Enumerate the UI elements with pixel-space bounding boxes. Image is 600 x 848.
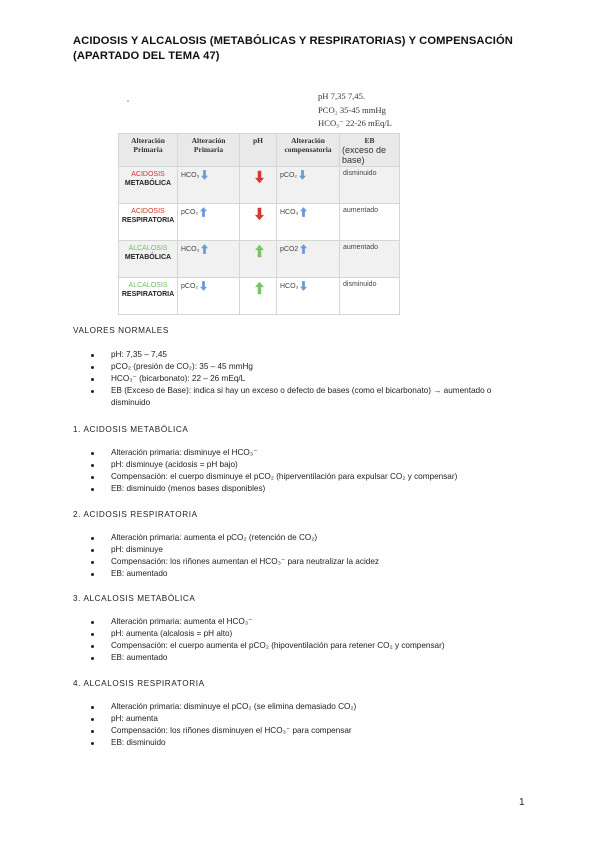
arrow-up-icon xyxy=(201,244,208,254)
row-primary-change xyxy=(178,241,240,278)
document-title xyxy=(73,34,543,64)
list-item: pH: disminuye (acidosis = pH bajo) xyxy=(73,459,513,471)
section-heading: 1. ACIDOSIS METABÓLICA xyxy=(73,425,189,434)
table-row xyxy=(119,204,400,241)
header-ph: pH xyxy=(240,134,277,167)
arrow-down-icon xyxy=(201,170,208,180)
table-body xyxy=(119,167,400,315)
arrow-up-icon xyxy=(300,244,307,254)
list-item: Alteración primaria: disminuye el HCO₃⁻ xyxy=(73,447,513,459)
condition-type: ALCALOSIS xyxy=(128,282,168,289)
primary-variable: HCO₃ xyxy=(181,245,200,253)
row-eb xyxy=(340,278,400,315)
row-ph xyxy=(240,167,277,204)
condition-kind: METABÓLICA xyxy=(124,254,172,261)
figure-speck xyxy=(127,100,129,102)
list-item: EB: aumentado xyxy=(73,568,513,580)
eb-value: disminuido xyxy=(343,170,377,177)
row-primary-change xyxy=(178,278,240,315)
row-condition xyxy=(119,241,178,278)
table-row xyxy=(119,241,400,278)
arrow-down-icon xyxy=(200,281,207,291)
row-ph xyxy=(240,278,277,315)
arrow-up-icon xyxy=(255,281,264,295)
row-condition xyxy=(119,278,178,315)
section-heading: 2. ACIDOSIS RESPIRATORIA xyxy=(73,510,198,519)
row-eb xyxy=(340,204,400,241)
list-item: pH: aumenta xyxy=(73,713,513,725)
section-list xyxy=(73,701,513,749)
header-alteracion-compensatoria: Alteración compensatoria xyxy=(277,134,340,167)
row-compensation xyxy=(277,204,340,241)
section-list xyxy=(73,349,513,409)
section-heading: VALORES NORMALES xyxy=(73,326,169,335)
list-item: Compensación: los riñones aumentan el HCO₃⁻ para neutralizar la acidez xyxy=(73,556,513,568)
row-primary-change xyxy=(178,167,240,204)
compensation-variable: HCO₃ xyxy=(280,208,299,216)
list-item: Compensación: los riñones disminuyen el HCO₃⁻ para compensar xyxy=(73,725,513,737)
primary-variable: pCO₂ xyxy=(181,208,199,216)
primary-variable: pCO₂ xyxy=(181,282,199,290)
figure-normal-hco3: HCO₃⁻ 22-26 mEq/L xyxy=(318,118,392,128)
page-number: 1 xyxy=(519,797,525,808)
arrow-down-icon xyxy=(255,207,264,221)
arrow-up-icon xyxy=(300,207,307,217)
row-ph xyxy=(240,241,277,278)
figure-normal-ph: pH 7,35 7,45. xyxy=(318,91,366,101)
list-item: pH: 7,35 – 7,45 xyxy=(73,349,513,361)
list-item: Alteración primaria: aumenta el HCO₃⁻ xyxy=(73,616,513,628)
arrow-up-icon xyxy=(255,244,264,258)
list-item: Compensación: el cuerpo disminuye el pCO₂ (hiperventilación para expulsar CO₂ y compensar) xyxy=(73,471,513,483)
figure-normal-pco2: PCO₂ 35-45 mmHg xyxy=(318,104,386,115)
list-item: EB: disminuido (menos bases disponibles) xyxy=(73,483,513,495)
row-ph xyxy=(240,204,277,241)
section-heading: 3. ALCALOSIS METABÓLICA xyxy=(73,594,196,603)
list-item: EB (Exceso de Base): indica si hay un exceso o defecto de bases (como el bicarbonato) → aumentado o disminuido xyxy=(73,385,513,409)
table-header-row xyxy=(119,134,400,167)
primary-variable: HCO₃ xyxy=(181,171,200,179)
eb-value: aumentado xyxy=(343,207,379,214)
list-item: Alteración primaria: aumenta el pCO₂ (retención de CO₂) xyxy=(73,532,513,544)
arrow-down-icon xyxy=(300,281,307,291)
table-row xyxy=(119,167,400,204)
list-item: Alteración primaria: disminuye el pCO₂ (se elimina demasiado CO₂) xyxy=(73,701,513,713)
title-line-2: (APARTADO DEL TEMA 47) xyxy=(73,50,220,62)
arrow-down-icon xyxy=(299,170,306,180)
section-list xyxy=(73,447,513,495)
section-list xyxy=(73,616,513,664)
section-list xyxy=(73,532,513,580)
row-condition xyxy=(119,167,178,204)
compensation-variable: pCO2 xyxy=(280,245,299,253)
row-compensation xyxy=(277,278,340,315)
header-alteracion-primaria-2: Alteración Primaria xyxy=(178,134,240,167)
condition-kind: RESPIRATORIA xyxy=(121,291,175,298)
list-item: pH: aumenta (alcalosis = pH alto) xyxy=(73,628,513,640)
eb-value: aumentado xyxy=(343,244,379,251)
list-item: EB: aumentado xyxy=(73,652,513,664)
row-condition xyxy=(119,204,178,241)
acid-base-table xyxy=(118,133,400,315)
list-item: EB: disminuido xyxy=(73,737,513,749)
condition-type: ACIDOSIS xyxy=(131,171,165,178)
condition-type: ACIDOSIS xyxy=(131,208,165,215)
list-item: pH: disminuye xyxy=(73,544,513,556)
row-eb xyxy=(340,241,400,278)
compensation-variable: pCO₂ xyxy=(280,171,298,179)
condition-kind: RESPIRATORIA xyxy=(121,217,175,224)
eb-value: disminuido xyxy=(343,281,377,288)
list-item: HCO₃⁻ (bicarbonato): 22 – 26 mEq/L xyxy=(73,373,513,385)
compensation-variable: HCO₃ xyxy=(280,282,299,290)
table-row xyxy=(119,278,400,315)
section-heading: 4. ALCALOSIS RESPIRATORIA xyxy=(73,679,205,688)
row-compensation xyxy=(277,241,340,278)
title-line-1: ACIDOSIS Y ALCALOSIS (METABÓLICAS Y RESPIRATORIAS) Y COMPENSACIÓN xyxy=(73,35,513,47)
row-primary-change xyxy=(178,204,240,241)
header-eb: EB (exceso de base) xyxy=(340,134,400,167)
row-eb xyxy=(340,167,400,204)
condition-kind: METABÓLICA xyxy=(124,180,172,187)
list-item: pCO₂ (presión de CO₂): 35 – 45 mmHg xyxy=(73,361,513,373)
list-item: Compensación: el cuerpo aumenta el pCO₂ (hipoventilación para retener CO₂ y compensar) xyxy=(73,640,513,652)
condition-type: ALCALOSIS xyxy=(128,245,168,252)
figure-normal-values xyxy=(318,90,392,131)
arrow-down-icon xyxy=(255,170,264,184)
arrow-up-icon xyxy=(200,207,207,217)
header-alteracion-primaria: Alteración Primaria xyxy=(119,134,178,167)
row-compensation xyxy=(277,167,340,204)
